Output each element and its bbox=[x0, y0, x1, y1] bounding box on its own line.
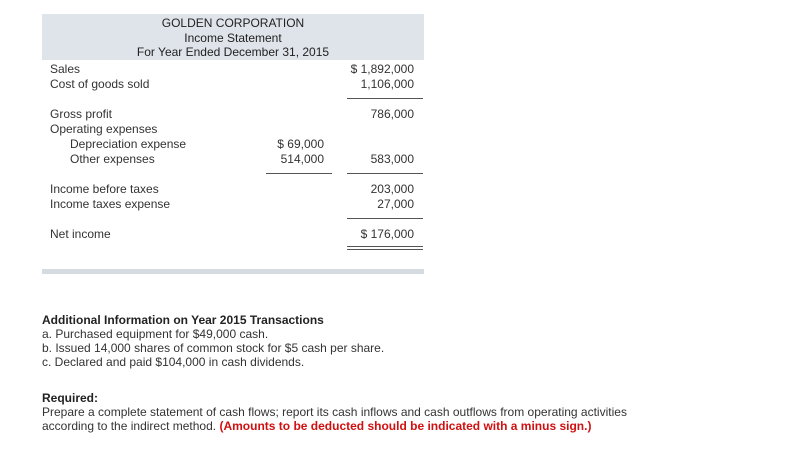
info-item-a: a. Purchased equipment for $49,000 cash. bbox=[42, 327, 269, 341]
opex-total-underline bbox=[347, 173, 423, 174]
income-before-taxes-label: Income before taxes bbox=[50, 182, 159, 196]
cogs-value: 1,106,000 bbox=[360, 77, 414, 91]
info-item-c: c. Declared and paid $104,000 in cash dividends. bbox=[42, 355, 305, 369]
operating-expenses-label: Operating expenses bbox=[50, 122, 158, 136]
other-expenses-label: Other expenses bbox=[70, 152, 155, 166]
company-name: GOLDEN CORPORATION bbox=[161, 16, 305, 30]
other-expenses-value: 514,000 bbox=[280, 152, 324, 166]
required-note: (Amounts to be deducted should be indicated with a minus sign.) bbox=[219, 419, 592, 433]
income-taxes-value: 27,000 bbox=[377, 197, 414, 211]
required-instructions: Prepare a complete statement of cash flows; report its cash inflows and cash outflows from operating activities according to the indirect method. bbox=[42, 405, 627, 433]
net-income-double-underline-2 bbox=[347, 249, 423, 250]
net-income-value: $ 176,000 bbox=[360, 227, 414, 241]
info-item-b: b. Issued 14,000 shares of common stock for $5 cash per share. bbox=[42, 341, 385, 355]
depreciation-value: $ 69,000 bbox=[277, 137, 324, 151]
gross-profit-label: Gross profit bbox=[50, 107, 113, 121]
gross-profit-value: 786,000 bbox=[370, 107, 414, 121]
required-text-block bbox=[42, 405, 682, 433]
required-section bbox=[42, 391, 682, 433]
info-heading: Additional Information on Year 2015 Transactions bbox=[42, 313, 324, 327]
cogs-label: Cost of goods sold bbox=[50, 77, 150, 91]
sales-value: $ 1,892,000 bbox=[350, 62, 414, 76]
cogs-underline bbox=[347, 98, 423, 99]
required-heading: Required: bbox=[42, 391, 99, 405]
income-taxes-label: Income taxes expense bbox=[50, 197, 171, 211]
income-statement bbox=[42, 14, 424, 276]
statement-header bbox=[42, 14, 424, 60]
sales-label: Sales bbox=[50, 62, 81, 76]
operating-expenses-total: 583,000 bbox=[370, 152, 414, 166]
depreciation-label: Depreciation expense bbox=[70, 137, 187, 151]
statement-footer-bar bbox=[42, 269, 424, 274]
net-income-double-underline-1 bbox=[347, 246, 423, 247]
statement-title: Income Statement bbox=[184, 31, 282, 45]
additional-information bbox=[42, 313, 384, 369]
income-before-taxes-value: 203,000 bbox=[370, 182, 414, 196]
taxes-underline bbox=[347, 218, 423, 219]
statement-period: For Year Ended December 31, 2015 bbox=[136, 45, 330, 59]
net-income-label: Net income bbox=[50, 227, 111, 241]
opex-underline bbox=[266, 173, 332, 174]
